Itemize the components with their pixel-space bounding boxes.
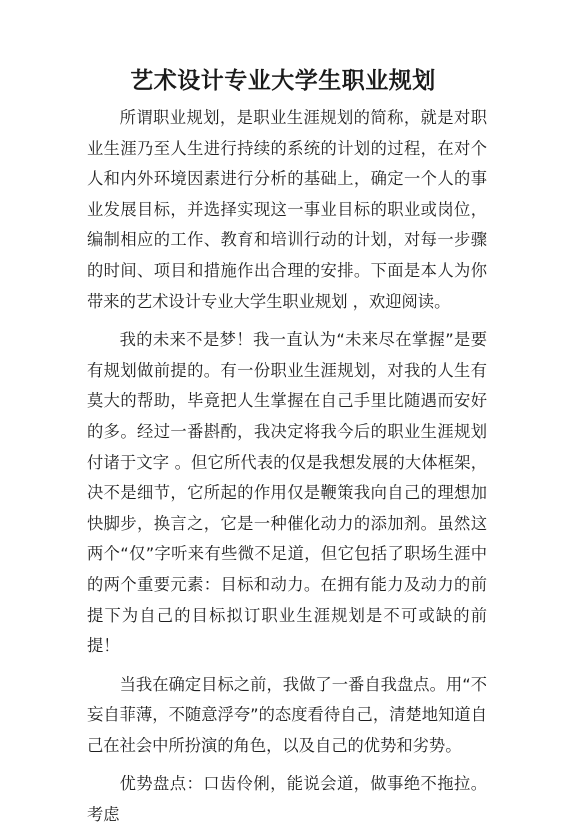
paragraph-intro: 所谓职业规划，是职业生涯规划的简称，就是对职业生涯乃至人生进行持续的系统的计划的过程，在对个人和内外环境因素进行分析的基础上，确定一个人的事业发展目标，并选择实现这一事业目标的职业或岗位，编制相应的工作、教育和培训行动的计划，对每一步骤的时间、项目和措施作出合理的安排。下面是本人为你带来的艺术设计专业大学生职业规划 ，欢迎阅读。 (87, 108, 487, 311)
document-body (87, 103, 487, 839)
document-title: 艺术设计专业大学生职业规划 (130, 67, 436, 94)
paragraph-self-assessment: 当我在确定目标之前，我做了一番自我盘点。用“不妄自菲薄，不随意浮夸”的态度看待自己，清楚地知道自己在社会中所扮演的角色，以及自己的优势和劣势。 (87, 674, 487, 755)
paragraph-dream: 我的未来不是梦！我一直认为“未来尽在掌握”是要有规划做前提的。有一份职业生涯规划，对我的人生有莫大的帮助，毕竟把人生掌握在自己手里比随遇而安好的多。经过一番斟酌，我决定将我今后的职业生涯规划付诸于文字 。但它所代表的仅是我想发展的大体框架，决不是细节，它所起的作用仅是鞭策我向自己的理想加快脚步，换言之，它是一种催化动力的添加剂。虽然这两个“仅”字听来有些微不足道，但它包括了职场生涯中的两个重要元素：目标和动力。在拥有能力及动力的前提下为自己的目标拟订职业生涯规划是不可或缺的前提！ (87, 330, 487, 656)
paragraph-strengths: 优势盘点：口齿伶俐，能说会道，做事绝不拖拉。考虑 (87, 774, 487, 825)
